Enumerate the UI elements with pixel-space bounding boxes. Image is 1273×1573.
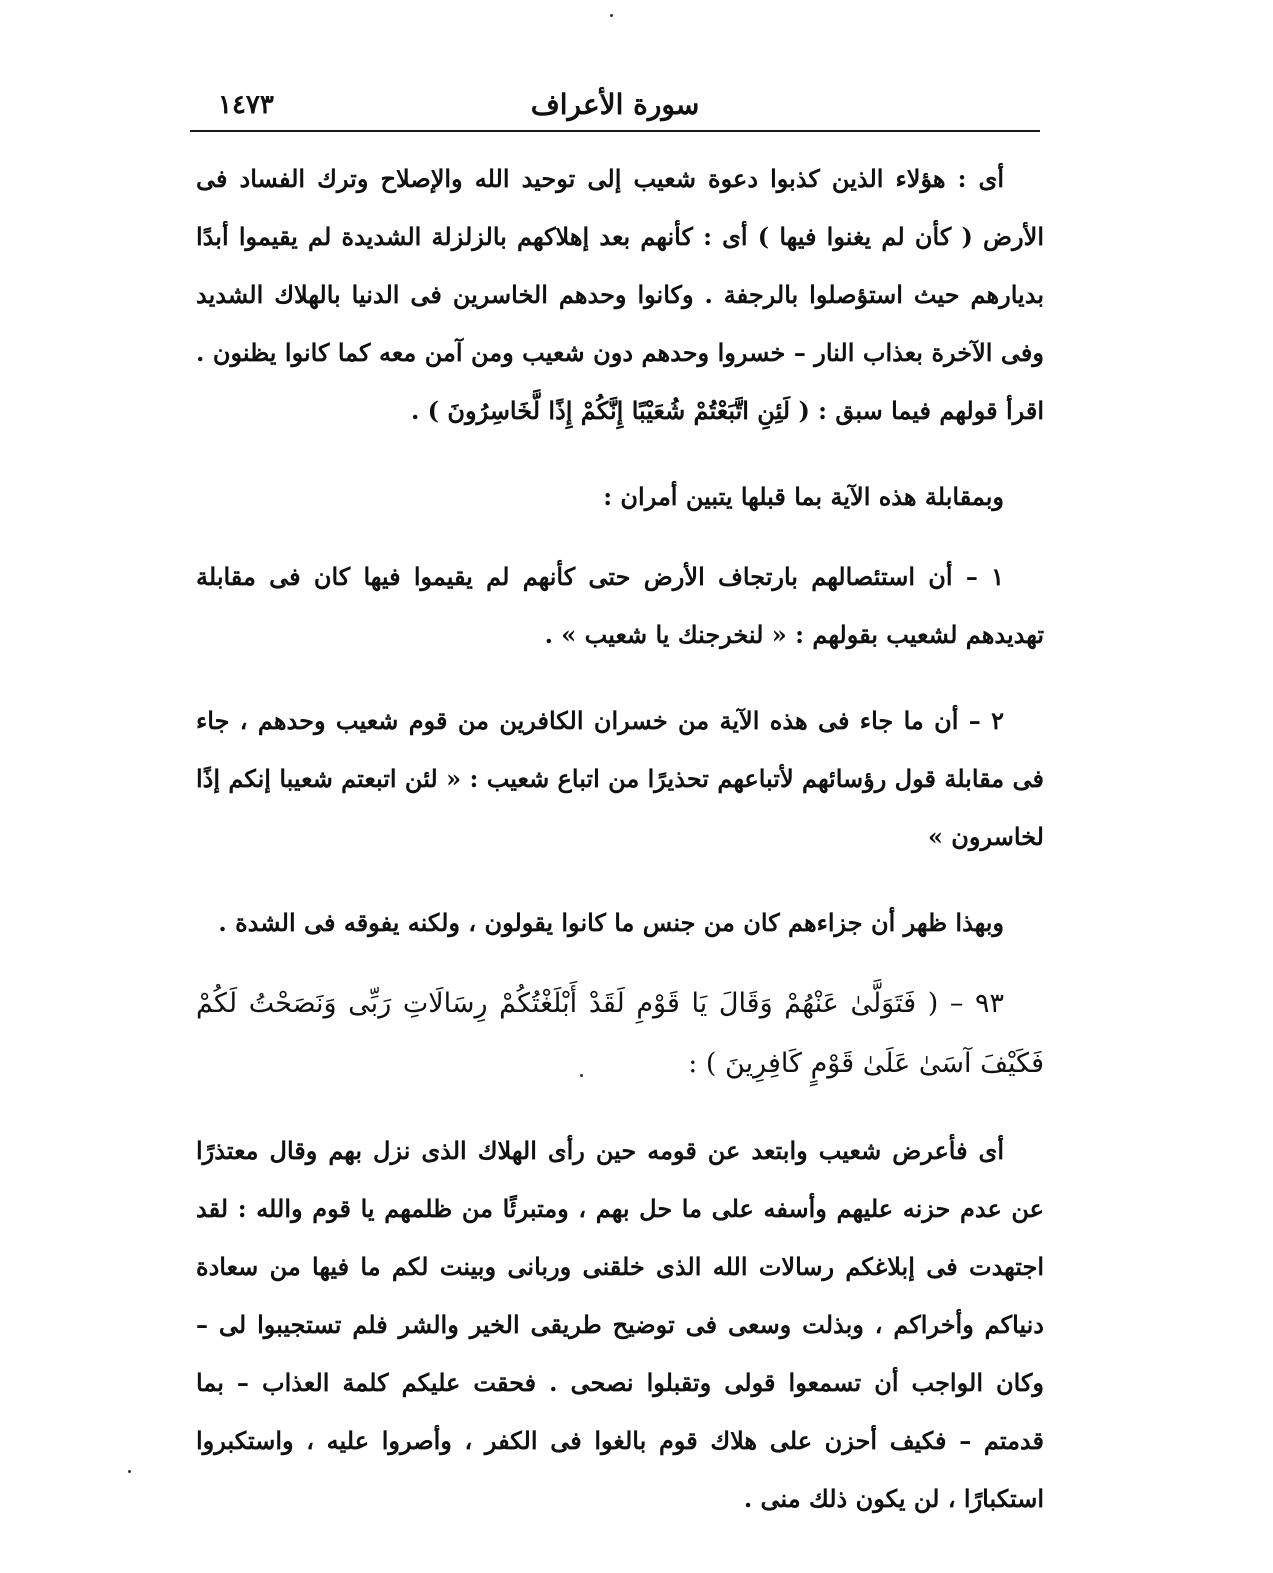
page-number: ١٤٧٣ [218, 90, 274, 120]
surah-title: سورة الأعراف [530, 88, 700, 121]
scan-speck [610, 14, 613, 17]
paragraph-comparison-intro: وبمقابلة هذه الآية بما قبلها يتبين أمران : [603, 482, 1004, 511]
verse-93: ٩٣ – ( فَتَوَلَّىٰ عَنْهُمْ وَقَالَ يَا قَوْمِ لَقَدْ أَبْلَغْتُكُمْ رِسَالَاتِ رَبِّى وَنَصَحْتُ لَكُمْ فَكَيْفَ آسَىٰ عَلَىٰ قَوْمٍ كَافِرِينَ ) : [196, 988, 1044, 1079]
paragraph-commentary-1: أى : هؤلاء الذين كذبوا دعوة شعيب إلى توحيد الله والإصلاح وترك الفساد فى الأرض ( كأن لم يغنوا فيها ) أى : كأنهم بعد إهلاكهم بالزلزلة الشديدة لم يقيموا أبدًا بديارهم حيث استؤصلوا بالرجفة . وكانوا وحدهم الخاسرين فى الدنيا بالهلاك الشديد وفى الآخرة بعذاب النار – خسروا وحدهم دون شعيب ومن آمن معه كما كانوا يظنون . اقرأ قولهم فيما سبق : ( لَئِنِ اتَّبَعْتُمْ شُعَيْبًا إِنَّكُمْ إِذًا لَّخَاسِرُونَ ) . [196, 164, 1044, 425]
scan-speck [128, 1470, 131, 1473]
body-text [196, 150, 1044, 1528]
scan-speck [580, 1074, 583, 1077]
paragraph-point-1: ١ – أن استئصالهم بارتجاف الأرض حتى كأنهم لم يقيموا فيها كان فى مقابلة تهديدهم لشعيب بقولهم : « لنخرجنك يا شعيب » . [196, 562, 1044, 649]
paragraph-point-2: ٢ – أن ما جاء فى هذه الآية من خسران الكافرين من قوم شعيب وحدهم ، جاء فى مقابلة قول رؤسائهم لأتباعهم تحذيرًا من اتباع شعيب : « لئن اتبعتم شعيبا إنكم إذًا لخاسرون » [196, 706, 1044, 851]
paragraph-conclusion: وبهذا ظهر أن جزاءهم كان من جنس ما كانوا يقولون ، ولكنه يفوقه فى الشدة . [218, 908, 1004, 937]
page-header [190, 86, 1040, 132]
paragraph-commentary-2: أى فأعرض شعيب وابتعد عن قومه حين رأى الهلاك الذى نزل بهم وقال معتذرًا عن عدم حزنه عليهم وأسفه على ما حل بهم ، ومتبرئًا من ظلمهم يا قوم والله : لقد اجتهدت فى إبلاغكم رسالات الله الذى خلقنى وربانى وبينت لكم ما فيها من سعادة دنياكم وأخراكم ، وبذلت وسعى فى توضيح طريقى الخير والشر فلم تستجيبوا لى – وكان الواجب أن تسمعوا قولى وتقبلوا نصحى . فحقت عليكم كلمة العذاب – بما قدمتم – فكيف أحزن على هلاك قوم بالغوا فى الكفر ، وأصروا عليه ، واستكبروا استكبارًا ، لن يكون ذلك منى . [196, 1136, 1044, 1513]
